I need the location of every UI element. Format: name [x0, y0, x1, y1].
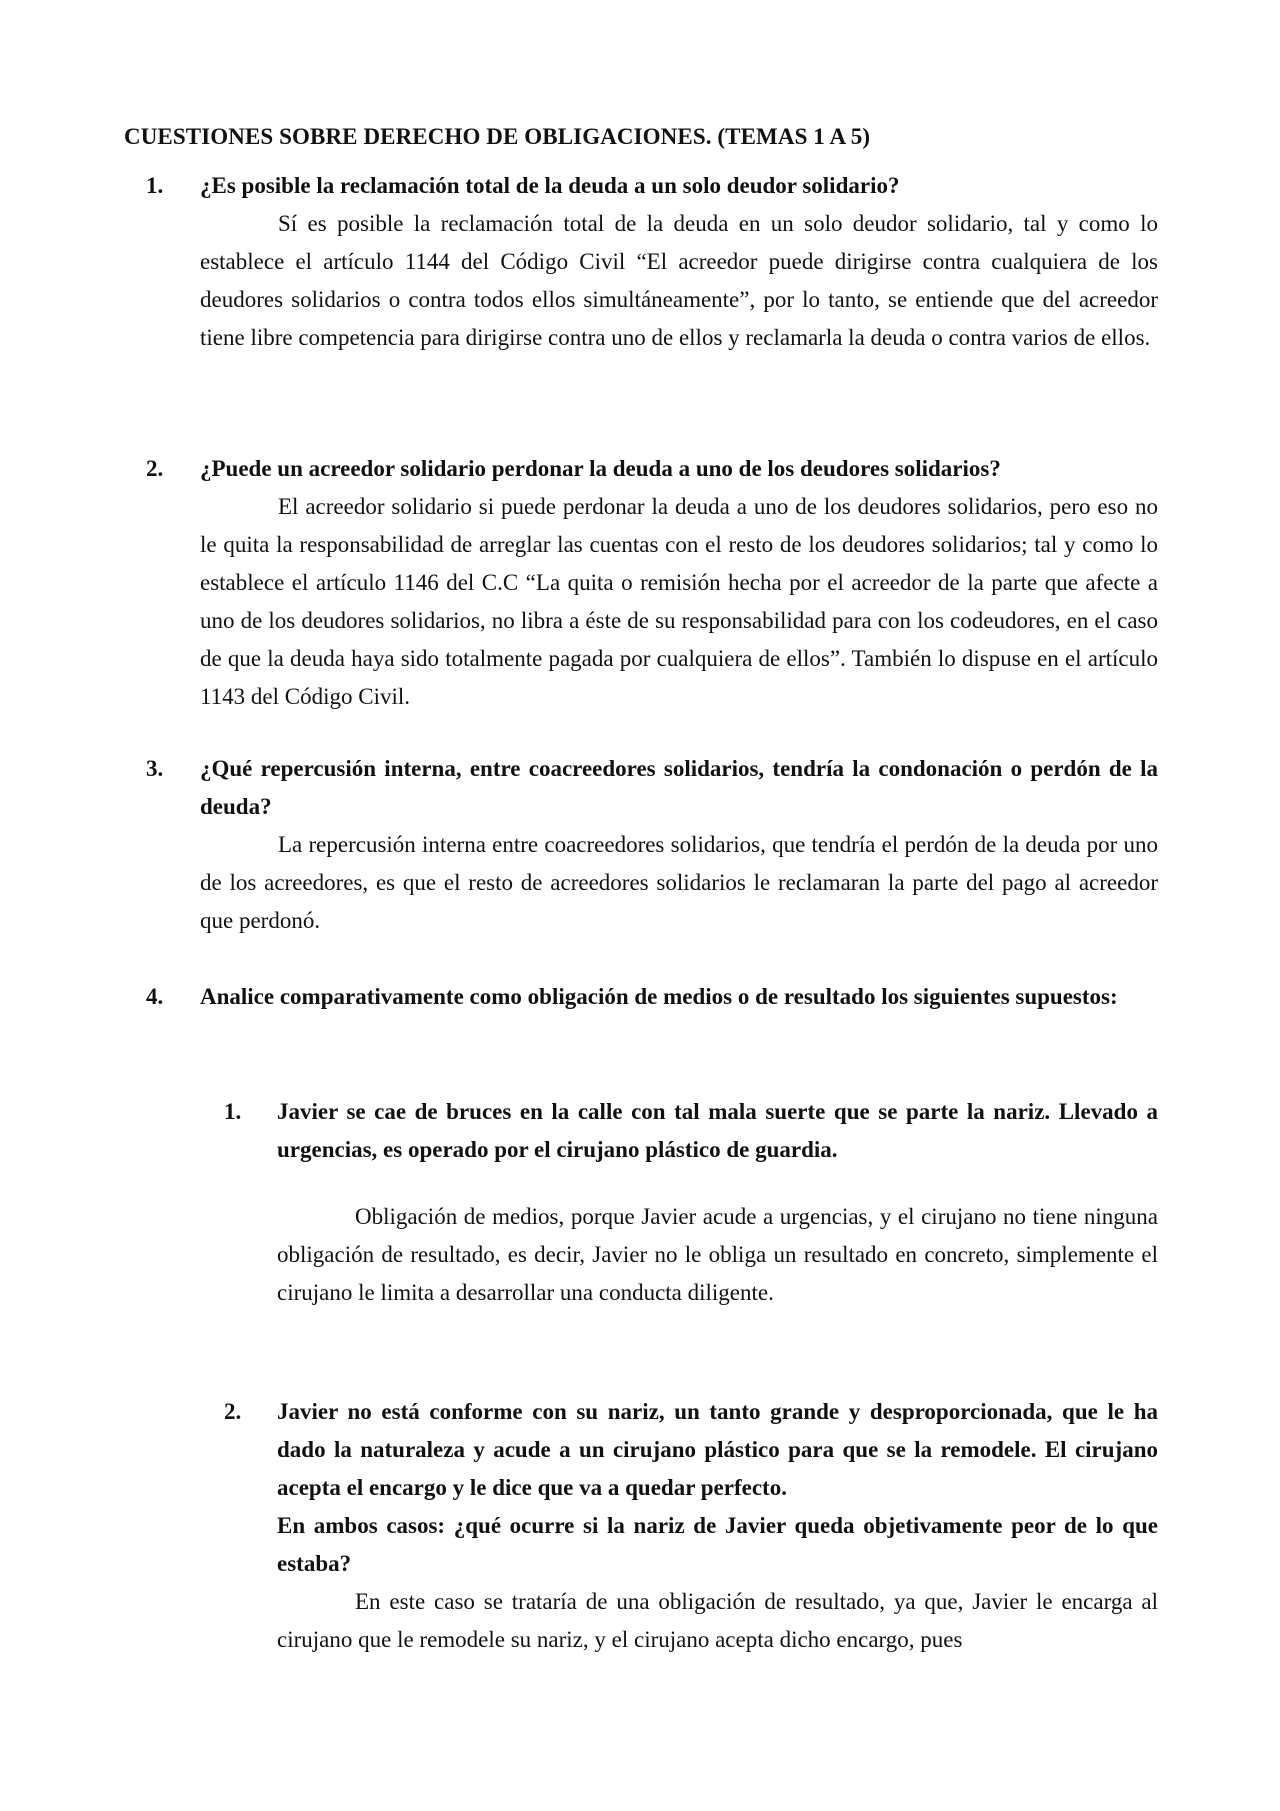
subitem-2 — [224, 1393, 1158, 1659]
question-4 — [146, 978, 1158, 1016]
subitem-question-text: Javier no está conforme con su nariz, un tanto grande y desproporcionada, que le ha dado la naturaleza y acude a un cirujano plástico para que se la remodele. El cirujano acepta el encargo y le dice que va a quedar perfecto. — [277, 1399, 1158, 1500]
question-number: 1. — [146, 173, 164, 198]
question-text: ¿Es posible la reclamación total de la deuda a un solo deudor solidario? — [200, 173, 900, 198]
question-text: ¿Qué repercusión interna, entre coacreedores solidarios, tendría la condonación o perdón de la deuda? — [200, 756, 1158, 819]
answer-text: La repercusión interna entre coacreedores solidarios, que tendría el perdón de la deuda por uno de los acreedores, es que el resto de acreedores solidarios le reclamaran la parte del pago al acreedor que perdonó. — [200, 832, 1158, 933]
question-text: ¿Puede un acreedor solidario perdonar la deuda a uno de los deudores solidarios? — [200, 456, 1001, 481]
question-1 — [146, 167, 1158, 357]
question-number: 2. — [146, 456, 164, 481]
question-number: 4. — [146, 984, 164, 1009]
subitem-answer-text: En este caso se trataría de una obligación de resultado, ya que, Javier le encarga al cirujano que le remodele su nariz, y el cirujano acepta dicho encargo, pues — [277, 1589, 1158, 1652]
question-number: 3. — [146, 756, 164, 781]
subitem-question-extra: En ambos casos: ¿qué ocurre si la nariz de Javier queda objetivamente peor de lo que estaba? — [277, 1513, 1158, 1576]
subitem-number: 1. — [224, 1099, 242, 1124]
answer-text: Sí es posible la reclamación total de la deuda en un solo deudor solidario, tal y como lo establece el artículo 1144 del Código Civil “El acreedor puede dirigirse contra cualquiera de los deudores solidarios o contra todos ellos simultáneamente”, por lo tanto, se entiende que del acreedor tiene libre competencia para dirigirse contra uno de ellos y reclamarla la deuda o contra varios de ellos. — [200, 211, 1158, 350]
question-3 — [146, 750, 1158, 940]
question-text: Analice comparativamente como obligación de medios o de resultado los siguientes supuestos: — [200, 984, 1118, 1009]
subitem-number: 2. — [224, 1399, 242, 1424]
subitem-question-text: Javier se cae de bruces en la calle con tal mala suerte que se parte la nariz. Llevado a urgencias, es operado por el cirujano plástico de guardia. — [277, 1099, 1158, 1162]
subitem-1 — [224, 1093, 1158, 1312]
question-2 — [146, 450, 1158, 716]
answer-text: El acreedor solidario si puede perdonar la deuda a uno de los deudores solidarios, pero eso no le quita la responsabilidad de arreglar las cuentas con el resto de los deudores solidarios; tal y como lo establece el artículo 1146 del C.C “La quita o remisión hecha por el acreedor de la parte que afecte a uno de los deudores solidarios, no libra a éste de su responsabilidad para con los codeudores, en el caso de que la deuda haya sido totalmente pagada por cualquiera de ellos”. También lo dispuse en el artículo 1143 del Código Civil. — [200, 494, 1158, 709]
document-title: CUESTIONES SOBRE DERECHO DE OBLIGACIONES. (TEMAS 1 A 5) — [124, 124, 871, 149]
subitem-answer-text: Obligación de medios, porque Javier acude a urgencias, y el cirujano no tiene ninguna obligación de resultado, es decir, Javier no le obliga un resultado en concreto, simplemente el cirujano le limita a desarrollar una conducta diligente. — [277, 1204, 1158, 1305]
